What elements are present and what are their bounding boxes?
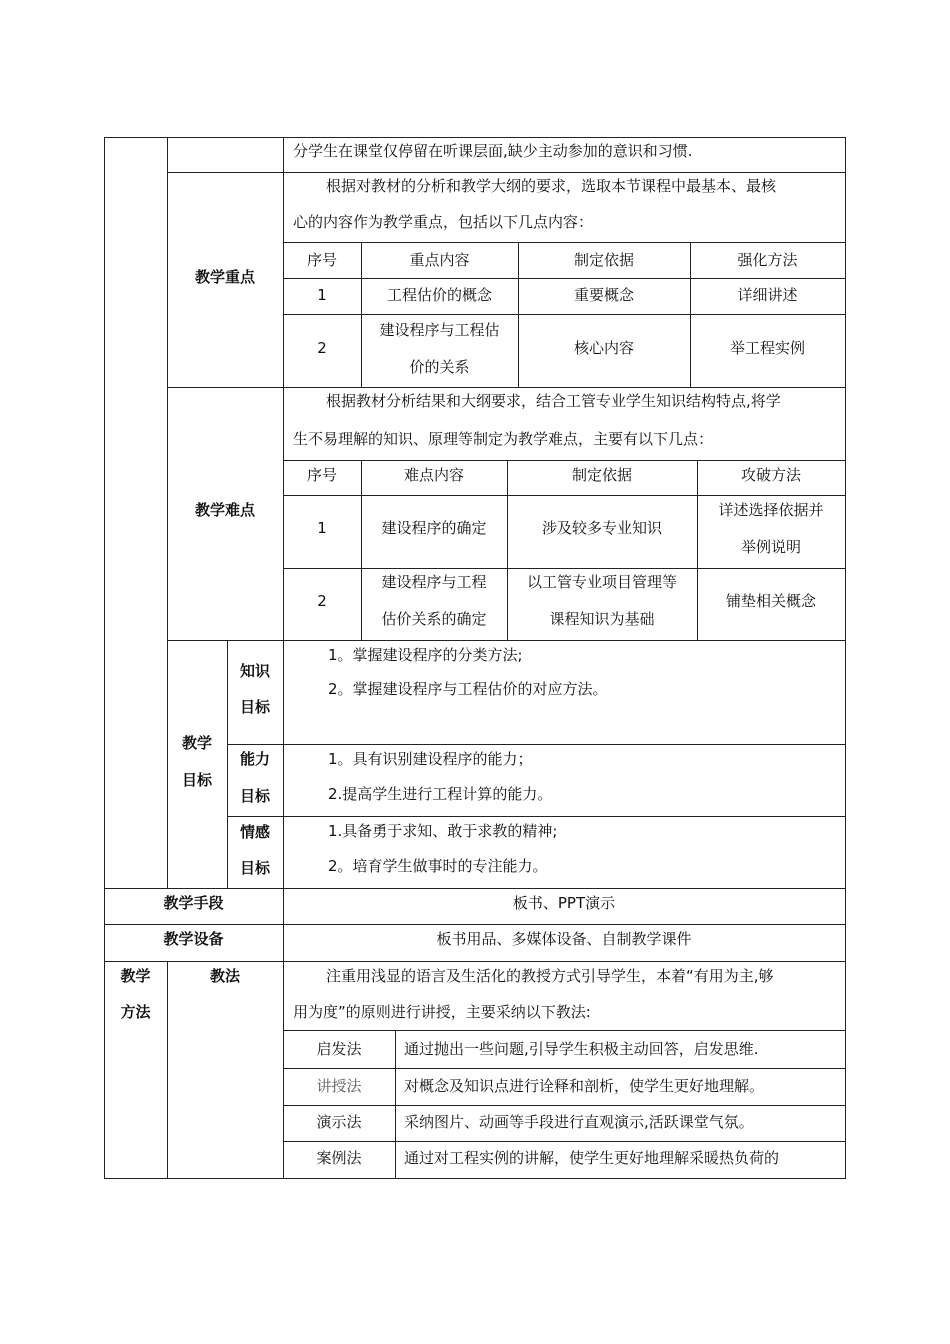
emotion-item-1: 1.具备勇于求知、敢于求教的精神; xyxy=(328,822,558,840)
key-header-no: 序号 xyxy=(306,251,337,269)
method-1-desc: 通过抛出一些问题,引导学生积极主动回答，启发思维. xyxy=(404,1040,759,1058)
diff-row1-no: 1 xyxy=(317,519,327,537)
ability-label-line2: 目标 xyxy=(239,787,270,805)
means-value: 板书、PPT演示 xyxy=(512,894,616,912)
method-3-desc: 采纳图片、动画等手段进行直观演示,活跃课堂气氛。 xyxy=(404,1113,754,1131)
method-2-name: 讲授法 xyxy=(316,1077,362,1095)
method-3-name: 演示法 xyxy=(316,1113,362,1131)
key-header-method: 强化方法 xyxy=(737,251,798,269)
diff-row1-basis: 涉及较多专业知识 xyxy=(541,519,662,537)
diff-row1-method-line1: 详述选择依据并 xyxy=(718,501,824,519)
diff-row1-method-line2: 举例说明 xyxy=(740,538,801,556)
difficult-points-paragraph-line1: 根据教材分析结果和大纲要求，结合工管专业学生知识结构特点,将学 xyxy=(326,392,781,410)
ability-item-2: 2.提高学生进行工程计算的能力。 xyxy=(328,785,553,803)
methods-sub-label: 教法 xyxy=(209,967,240,985)
key-row2-no: 2 xyxy=(317,339,327,357)
key-row1-method: 详细讲述 xyxy=(737,286,798,304)
method-4-desc: 通过对工程实例的讲解，使学生更好地理解采暖热负荷的 xyxy=(404,1149,780,1167)
diff-row2-no: 2 xyxy=(317,592,327,610)
knowledge-item-1: 1。掌握建设程序的分类方法; xyxy=(328,646,523,664)
emotion-item-2: 2。培育学生做事时的专注能力。 xyxy=(328,857,548,875)
methods-paragraph-line1: 注重用浅显的语言及生活化的教授方式引导学生，本着“有用为主,够 xyxy=(326,967,774,985)
objectives-label-line1: 教学 xyxy=(181,734,212,752)
diff-row2-content-line2: 估价关系的确定 xyxy=(381,610,487,628)
key-points-paragraph-line1: 根据对教材的分析和教学大纲的要求，选取本节课程中最基本、最核 xyxy=(326,177,777,195)
equipment-label: 教学设备 xyxy=(163,930,224,948)
key-row2-method: 举工程实例 xyxy=(729,339,805,357)
intro-line: 分学生在课堂仅停留在听课层面,缺少主动参加的意识和习惯. xyxy=(293,142,693,160)
key-header-basis: 制定依据 xyxy=(573,251,634,269)
diff-header-content: 难点内容 xyxy=(403,466,464,484)
difficult-points-label: 教学难点 xyxy=(194,501,255,519)
key-points-paragraph-line2: 心的内容作为教学重点，包括以下几点内容： xyxy=(293,213,594,231)
objectives-label-line2: 目标 xyxy=(181,771,212,789)
key-row1-content: 工程估价的概念 xyxy=(386,286,492,304)
diff-row2-content-line1: 建设程序与工程 xyxy=(381,573,487,591)
ability-label-line1: 能力 xyxy=(239,750,270,768)
equipment-value: 板书用品、多媒体设备、自制教学课件 xyxy=(436,930,692,948)
diff-row2-method: 铺垫相关概念 xyxy=(725,592,816,610)
diff-header-method: 攻破方法 xyxy=(740,466,801,484)
key-row2-basis: 核心内容 xyxy=(573,339,634,357)
key-points-label: 教学重点 xyxy=(194,268,255,286)
methods-paragraph-line2: 用为度”的原则进行讲授，主要采纳以下教法: xyxy=(293,1003,591,1021)
key-header-content: 重点内容 xyxy=(409,251,470,269)
method-4-name: 案例法 xyxy=(316,1149,362,1167)
diff-header-basis: 制定依据 xyxy=(571,466,632,484)
key-row2-content-line2: 价的关系 xyxy=(409,358,470,376)
method-1-name: 启发法 xyxy=(316,1040,362,1058)
emotion-label-line2: 目标 xyxy=(239,859,270,877)
diff-row2-basis-line2: 课程知识为基础 xyxy=(549,610,655,628)
knowledge-item-2: 2。掌握建设程序与工程估价的对应方法。 xyxy=(328,680,608,698)
key-row2-content-line1: 建设程序与工程估 xyxy=(379,321,500,339)
means-label: 教学手段 xyxy=(163,894,224,912)
key-row1-no: 1 xyxy=(317,286,327,304)
knowledge-label-line2: 目标 xyxy=(239,698,270,716)
emotion-label-line1: 情感 xyxy=(239,823,270,841)
method-2-desc: 对概念及知识点进行诠释和剖析，使学生更好地理解。 xyxy=(404,1077,765,1095)
methods-label-line1: 教学 xyxy=(120,967,151,985)
methods-label-line2: 方法 xyxy=(120,1003,151,1021)
diff-row1-content: 建设程序的确定 xyxy=(381,519,487,537)
key-row1-basis: 重要概念 xyxy=(573,286,634,304)
difficult-points-paragraph-line2: 生不易理解的知识、原理等制定为教学难点，主要有以下几点： xyxy=(293,430,714,448)
diff-row2-basis-line1: 以工管专业项目管理等 xyxy=(526,573,677,591)
ability-item-1: 1。具有识别建设程序的能力； xyxy=(328,750,533,768)
diff-header-no: 序号 xyxy=(306,466,337,484)
knowledge-label-line1: 知识 xyxy=(239,662,270,680)
